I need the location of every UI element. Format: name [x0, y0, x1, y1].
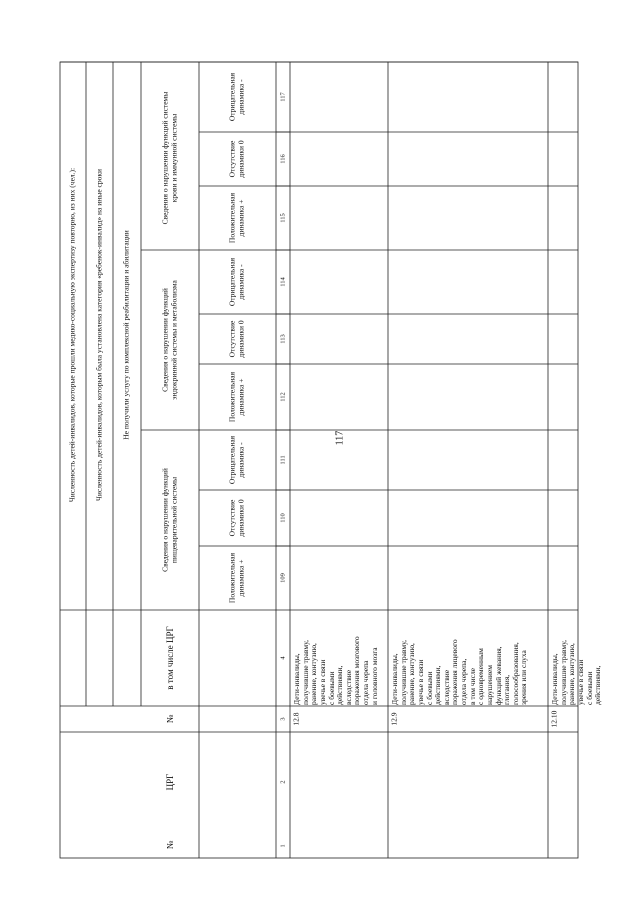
- row-description-line: с боевыми: [424, 671, 434, 705]
- header-col-incl: в том числе ЦРГ: [164, 626, 175, 690]
- row-description-line: вследствие: [343, 669, 353, 705]
- row-description-line: зрения или слуха: [519, 650, 529, 705]
- col-number-114: 114: [279, 277, 287, 287]
- col-number-110: 110: [279, 513, 287, 523]
- col-number-116: 116: [279, 154, 287, 164]
- row-description: [293, 636, 379, 705]
- row-description-line: функций жевания,: [493, 646, 503, 705]
- row-description-line: с одновременным: [476, 648, 486, 705]
- header-col-no: №: [164, 840, 175, 850]
- row-description: [551, 640, 603, 705]
- row-description-line: с боевыми: [584, 671, 594, 705]
- header-row3: Не получили услугу по комплексной реабилитации и абилитации: [121, 230, 131, 440]
- col-number-113: 113: [279, 334, 287, 344]
- row-description-line: нарушением: [484, 665, 494, 705]
- row-description-line: ранение, контузию,: [309, 643, 319, 705]
- col-number-117: 117: [279, 92, 287, 102]
- header-col-crg: ЦРГ: [164, 773, 175, 791]
- row-description-line: отдела черепа: [361, 660, 370, 705]
- sub-none-1: Отсутствие динамики 0: [227, 499, 245, 537]
- row-description-line: и головного мозга: [369, 647, 379, 705]
- sub-negative-1: Отрицательная динамика -: [227, 435, 245, 485]
- header-col-no2: №: [164, 714, 175, 724]
- page-number: 117: [334, 430, 346, 446]
- row-description-line: ранение, контузию,: [567, 643, 577, 705]
- row-description-line: Дети-инвалиды,: [390, 653, 399, 705]
- row-description-line: вследствие: [441, 669, 451, 705]
- row-description-line: поражения мозгового: [352, 636, 362, 705]
- sub-negative-3: Отрицательная динамика -: [227, 72, 245, 122]
- col-number-111: 111: [279, 455, 287, 465]
- row-description-line: получившие травму,: [300, 640, 310, 705]
- row-description-line: действиями,: [335, 665, 345, 705]
- group-digestive: Сведения о нарушении функций пищеварительной системы: [160, 468, 178, 572]
- col-number-2: 2: [279, 780, 287, 784]
- row-description-line: глотания,: [502, 674, 512, 705]
- row-number: 12.10: [549, 710, 559, 728]
- sub-positive-2: Положительная динамика +: [227, 371, 245, 423]
- row-description-line: получившие травму,: [398, 640, 408, 705]
- row-description-line: в том числе: [467, 667, 477, 705]
- row-number: 12.9: [389, 712, 399, 726]
- row-description-line: действиями,: [593, 665, 603, 705]
- sub-negative-2: Отрицательная динамика -: [227, 257, 245, 307]
- row-description-line: увечье в связи: [415, 659, 425, 705]
- row-description-line: действиями,: [433, 665, 443, 705]
- row-description-line: поражения лицевого: [450, 639, 460, 705]
- group-blood: Сведения о нарушении функций системы крови и иммунной системы: [160, 91, 178, 225]
- row-description-line: получившие травму,: [558, 640, 568, 705]
- row-description-line: голосообразования,: [510, 642, 520, 705]
- header-row2: Численность детей-инвалидов, которым была установлена категория «ребенок-инвалид» на иные сроки: [94, 168, 104, 502]
- row-number: 12.8: [291, 712, 301, 726]
- col-number-1: 1: [279, 844, 287, 848]
- row-description-line: увечье в связи: [575, 659, 585, 705]
- col-number-112: 112: [279, 392, 287, 402]
- col-number-115: 115: [279, 213, 287, 223]
- col-number-3: 3: [279, 717, 287, 721]
- row-description-line: Дети-инвалиды,: [292, 653, 301, 705]
- col-number-109: 109: [279, 573, 287, 583]
- row-description-line: увечье в связи: [317, 659, 327, 705]
- group-endocrine: Сведения о нарушении функций эндокринной системы и метаболизма: [160, 280, 178, 400]
- table-border: [60, 62, 578, 858]
- sub-positive-1: Положительная динамика +: [227, 552, 245, 604]
- col-number-4: 4: [279, 656, 287, 660]
- sub-none-2: Отсутствие динамики 0: [227, 320, 245, 358]
- row-description-line: отдела черепа,: [459, 658, 468, 705]
- row-description-line: Дети-инвалиды,: [550, 653, 559, 705]
- sub-positive-3: Положительная динамика +: [227, 192, 245, 244]
- row-description-line: ранение, контузию,: [407, 643, 417, 705]
- sub-none-3: Отсутствие динамики 0: [227, 140, 245, 178]
- row-description-line: с боевыми: [326, 671, 336, 705]
- row-description: [391, 639, 529, 705]
- header-row1: Численность детей-инвалидов, которые прошли медико-социальную экспертизу повторно, из них (чел.):: [67, 167, 77, 503]
